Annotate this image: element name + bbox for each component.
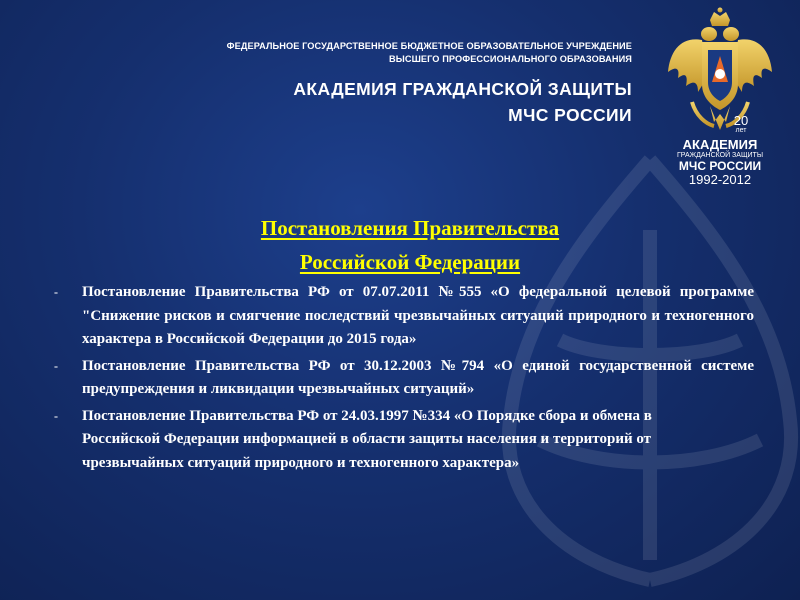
- emblem-caption-years: 1992-2012: [688, 172, 752, 187]
- academy-name-line2: МЧС РОССИИ: [508, 105, 632, 125]
- emblem-caption-line3: МЧС РОССИИ: [678, 159, 762, 173]
- list-item-text: Постановление Правительства РФ от 07.07.2011 №555 «О федеральной целевой программе "Снижение рисков и смягчение последствий чрезвычайных ситуаций природного и техногенного характера в Российской Федерации до 2015 года»: [82, 284, 754, 347]
- anniversary-label: лет: [735, 127, 747, 134]
- emblem-caption-line1: АКАДЕМИЯ: [682, 137, 758, 152]
- academy-eagle-emblem-icon: [662, 6, 778, 156]
- academy-name: [250, 76, 632, 128]
- emblem-caption-line2: ГРАЖДАНСКОЙ ЗАЩИТЫ: [676, 152, 764, 159]
- bullet-dash: -: [54, 358, 58, 373]
- bullet-dash: -: [54, 408, 58, 423]
- anniversary-years: 20: [733, 113, 749, 128]
- slide-title-line2: Российской Федерации: [299, 250, 521, 274]
- list-item: [54, 405, 754, 476]
- organization-type-line1: ФЕДЕРАЛЬНОЕ ГОСУДАРСТВЕННОЕ БЮДЖЕТНОЕ ОБРАЗОВАТЕЛЬНОЕ УЧРЕЖДЕНИЕ: [226, 41, 632, 51]
- list-item: [54, 355, 754, 402]
- organization-type-line2: ВЫСШЕГО ПРОФЕССИОНАЛЬНОГО ОБРАЗОВАНИЯ: [389, 54, 632, 64]
- list-item-text: Постановление Правительства РФ от 30.12.2003 №794 «О единой государственной системе предупреждения и ликвидации чрезвычайных ситуаций»: [82, 357, 754, 397]
- anniversary-badge: [730, 114, 752, 134]
- list-item: [54, 281, 754, 352]
- organization-type: [218, 40, 632, 66]
- academy-name-line1: АКАДЕМИЯ ГРАЖДАНСКОЙ ЗАЩИТЫ: [293, 79, 632, 99]
- emblem-caption: [658, 138, 782, 187]
- bullet-dash: -: [54, 285, 58, 299]
- list-item-text: Постановление Правительства РФ от 24.03.1997 №334 «О Порядке сбора и обмена в Российской Федерации информацией в области защиты населения и территорий от чрезвычайных ситуаций природного и техногенного характера»: [82, 407, 652, 471]
- resolutions-list: [54, 281, 754, 475]
- slide-title-line1: Постановления Правительства: [260, 216, 560, 240]
- slide-title: [140, 211, 680, 279]
